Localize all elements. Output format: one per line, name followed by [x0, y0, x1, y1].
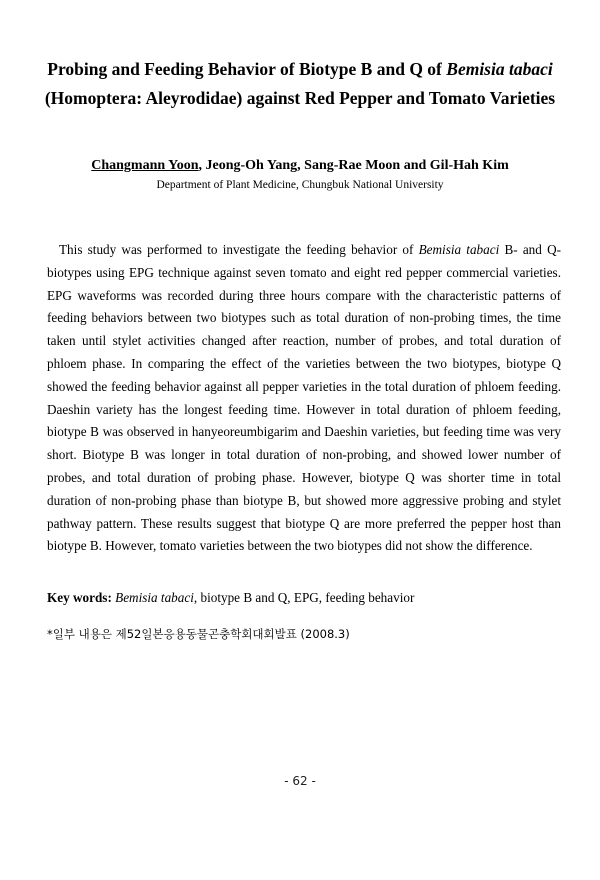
- abstract-species-name: Bemisia tabaci: [418, 242, 500, 257]
- abstract-body: [47, 239, 561, 558]
- title-line-1-prefix: Probing and Feeding Behavior of Biotype B and Q of: [47, 59, 447, 79]
- paper-title: [40, 55, 560, 113]
- page-number: - 62 -: [284, 774, 316, 788]
- keywords-label: Key words:: [47, 590, 112, 605]
- co-authors: , Jeong-Oh Yang, Sang-Rae Moon and Gil-Hah Kim: [198, 158, 509, 173]
- abstract-part-1: This study was performed to investigate the feeding behavior of: [59, 242, 419, 257]
- title-line-1: [40, 55, 560, 84]
- title-line-2: (Homoptera: Aleyrodidae) against Red Pepper and Tomato Varieties: [44, 88, 556, 108]
- footnote: *일부 내용은 제52일본응용동물곤충학회대회발표 (2008.3): [47, 627, 350, 641]
- keywords-line: [47, 589, 561, 607]
- title-species-name: Bemisia tabaci: [446, 59, 553, 79]
- keywords-species-name: Bemisia tabaci: [115, 590, 194, 605]
- affiliation: Department of Plant Medicine, Chungbuk National University: [156, 179, 444, 191]
- author-list: [40, 157, 560, 175]
- presenting-author: Changmann Yoon: [91, 158, 199, 173]
- keywords-rest: , biotype B and Q, EPG, feeding behavior: [193, 590, 415, 605]
- abstract-part-2: B- and Q-biotypes using EPG technique against seven tomato and eight red pepper commercial varieties. EPG waveforms was recorded during three hours compare with the characteristic patterns of feeding behaviors between two biotypes such as total duration of non-probing times, the time taken until stylet activities changed after reaction, number of probes, and total duration of phloem phase. In comparing the effect of the varieties between the two biotypes, biotype Q showed the feeding behavior against all pepper varieties in the total duration of phloem feeding. Daeshin variety has the longest feeding time. However in total duration of phloem feeding, biotype B was observed in hanyeoreumbigarim and Daeshin varieties, but feeding time was very short. Biotype B was longer in total duration of non-probing, and showed lower number of probes, and total duration of probing phase. However, biotype Q was shorter time in total duration of non-probing phase than biotype B, but showed more aggressive probing and stylet pathway pattern. These results suggest that biotype Q are more preferred the pepper host than biotype B. However, tomato varieties between the two biotypes did not show the difference.: [47, 242, 561, 554]
